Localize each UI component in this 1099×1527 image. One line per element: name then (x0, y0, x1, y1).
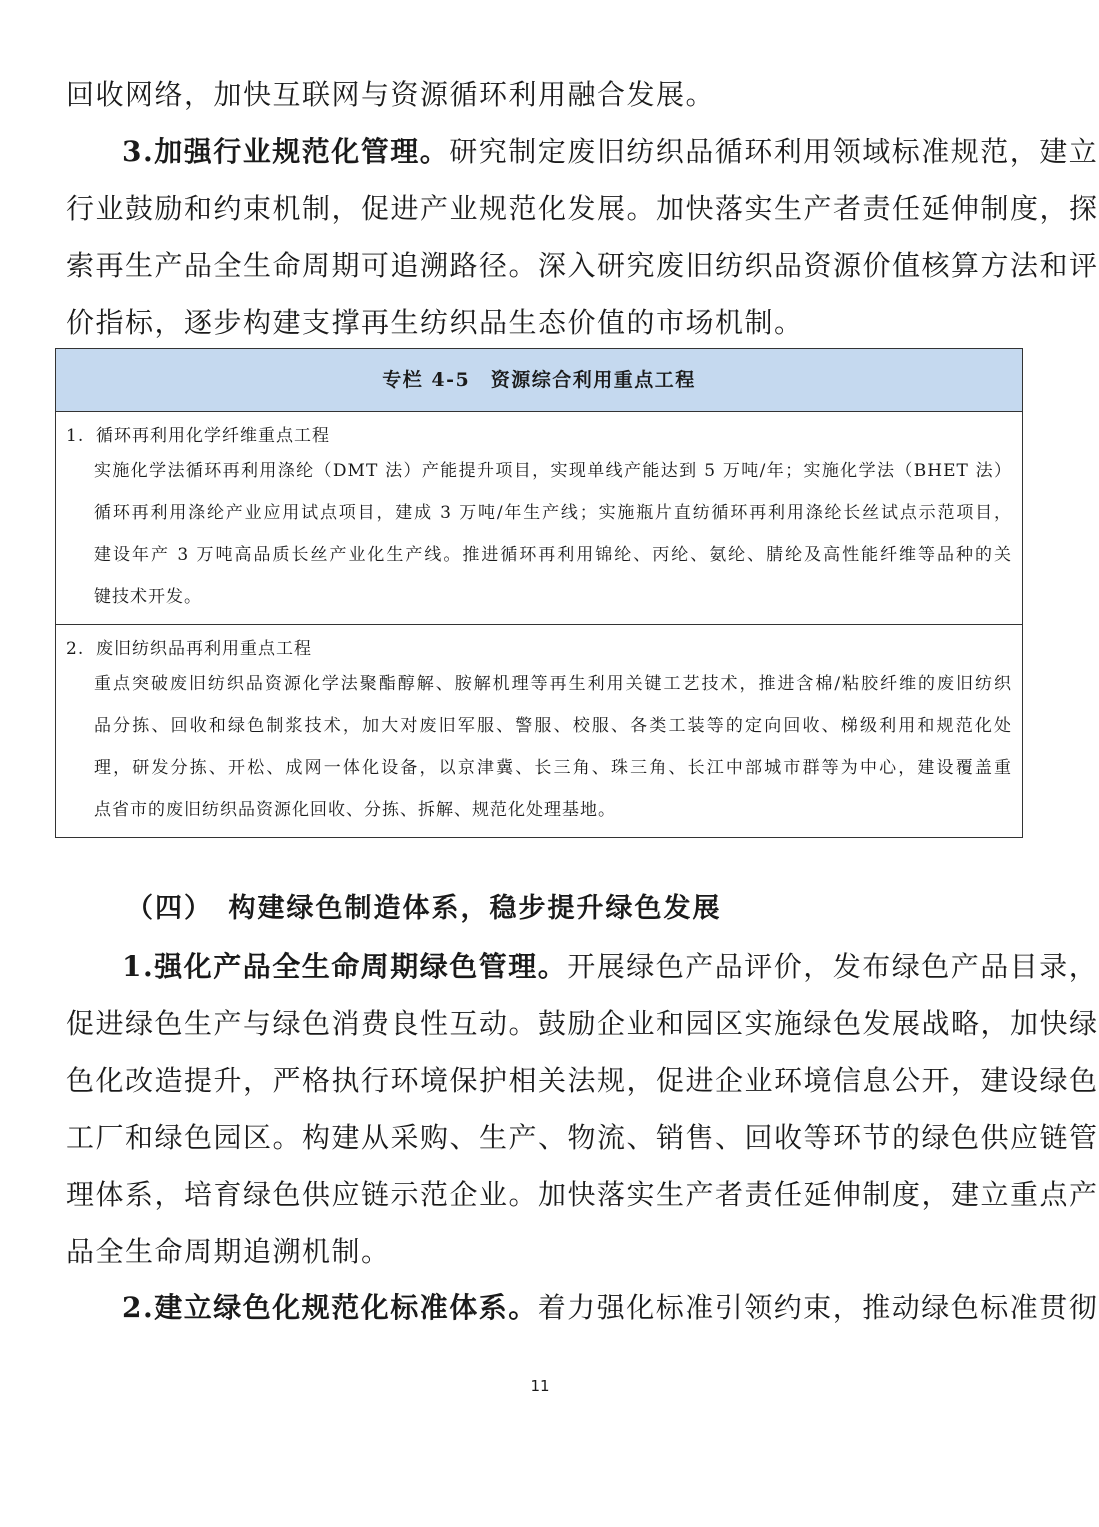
paragraph-first-line (66, 1279, 1099, 1336)
text-line: 促进绿色生产与绿色消费良性互动。鼓励企业和园区实施绿色发展战略，加快绿 (66, 1007, 1099, 1040)
box-text-line: 建设年产 3 万吨高品质长丝产业化生产线。推进循环再利用锦纶、丙纶、氨纶、腈纶及高性能纤维等品种的关 (94, 545, 1012, 565)
box-text-line: 理，研发分拣、开松、成网一体化设备，以京津冀、长三角、珠三角、长江中部城市群等为中心，建设覆盖重 (94, 758, 1012, 778)
paragraph-text: 着力强化标准引领约束，推动绿色标准贯彻 (537, 1291, 1099, 1324)
paragraph-item-2 (66, 1279, 1099, 1336)
box-section-heading (66, 422, 1012, 450)
paragraph-first-line (66, 938, 1099, 995)
box-section-1 (56, 412, 1022, 624)
page-number: 11 (530, 1377, 550, 1395)
paragraph-first-line (66, 123, 1099, 180)
section-heading: （四） 构建绿色制造体系，稳步提升绿色发展 (126, 893, 722, 924)
text-line: 理体系，培育绿色供应链示范企业。加快落实生产者责任延伸制度，建立重点产 (66, 1178, 1099, 1211)
box-text-line: 键技术开发。 (94, 587, 202, 607)
box-text-line: 点省市的废旧纺织品资源化回收、分拣、拆解、规范化处理基地。 (94, 800, 616, 820)
special-column-box (55, 348, 1023, 838)
paragraph-heading: 3.加强行业规范化管理。 (122, 135, 450, 168)
box-text-line: 重点突破废旧纺织品资源化学法聚酯醇解、胺解机理等再生利用关键工艺技术，推进含棉/粘胶纤维的废旧纺织 (94, 674, 1012, 694)
box-title: 专栏 4-5 资源综合利用重点工程 (56, 349, 1022, 412)
section-number: 2. (66, 639, 85, 659)
text-line: 行业鼓励和约束机制，促进产业规范化发展。加快落实生产者责任延伸制度，探 (66, 192, 1099, 225)
section-title: 废旧纺织品再利用重点工程 (96, 639, 312, 659)
text-line: 色化改造提升，严格执行环境保护相关法规，促进企业环境信息公开，建设绿色 (66, 1064, 1099, 1097)
section-heading-block (66, 880, 1014, 937)
paragraph-continuation (66, 66, 1014, 123)
text-line: 回收网络，加快互联网与资源循环利用融合发展。 (66, 78, 716, 111)
paragraph-heading: 1.强化产品全生命周期绿色管理。 (122, 950, 568, 983)
box-section-heading (66, 635, 1012, 663)
text-line: 品全生命周期追溯机制。 (66, 1235, 391, 1268)
text-line: 索再生产品全生命周期可追溯路径。深入研究废旧纺织品资源价值核算方法和评 (66, 249, 1099, 282)
paragraph-item-1 (66, 938, 1099, 1280)
text-line: 工厂和绿色园区。构建从采购、生产、物流、销售、回收等环节的绿色供应链管 (66, 1121, 1099, 1154)
paragraph-text: 研究制定废旧纺织品循环利用领域标准规范，建立 (449, 135, 1099, 168)
box-text-line: 实施化学法循环再利用涤纶（DMT 法）产能提升项目，实现单线产能达到 5 万吨/年；实施化学法（BHET 法） (94, 461, 1012, 481)
paragraph-item-3 (66, 123, 1099, 351)
text-line: 价指标，逐步构建支撑再生纺织品生态价值的市场机制。 (66, 306, 804, 339)
box-section-2 (56, 624, 1022, 837)
paragraph-text: 开展绿色产品评价，发布绿色产品目录， (567, 950, 1099, 983)
section-number: 1. (66, 426, 85, 446)
box-text-line: 品分拣、回收和绿色制浆技术，加大对废旧军服、警服、校服、各类工装等的定向回收、梯级利用和规范化处 (94, 716, 1012, 736)
section-title: 循环再利用化学纤维重点工程 (96, 426, 330, 446)
paragraph-heading: 2.建立绿色化规范化标准体系。 (122, 1291, 538, 1324)
box-text-line: 循环再利用涤纶产业应用试点项目，建成 3 万吨/年生产线；实施瓶片直纺循环再利用涤纶长丝试点示范项目， (94, 503, 1012, 523)
